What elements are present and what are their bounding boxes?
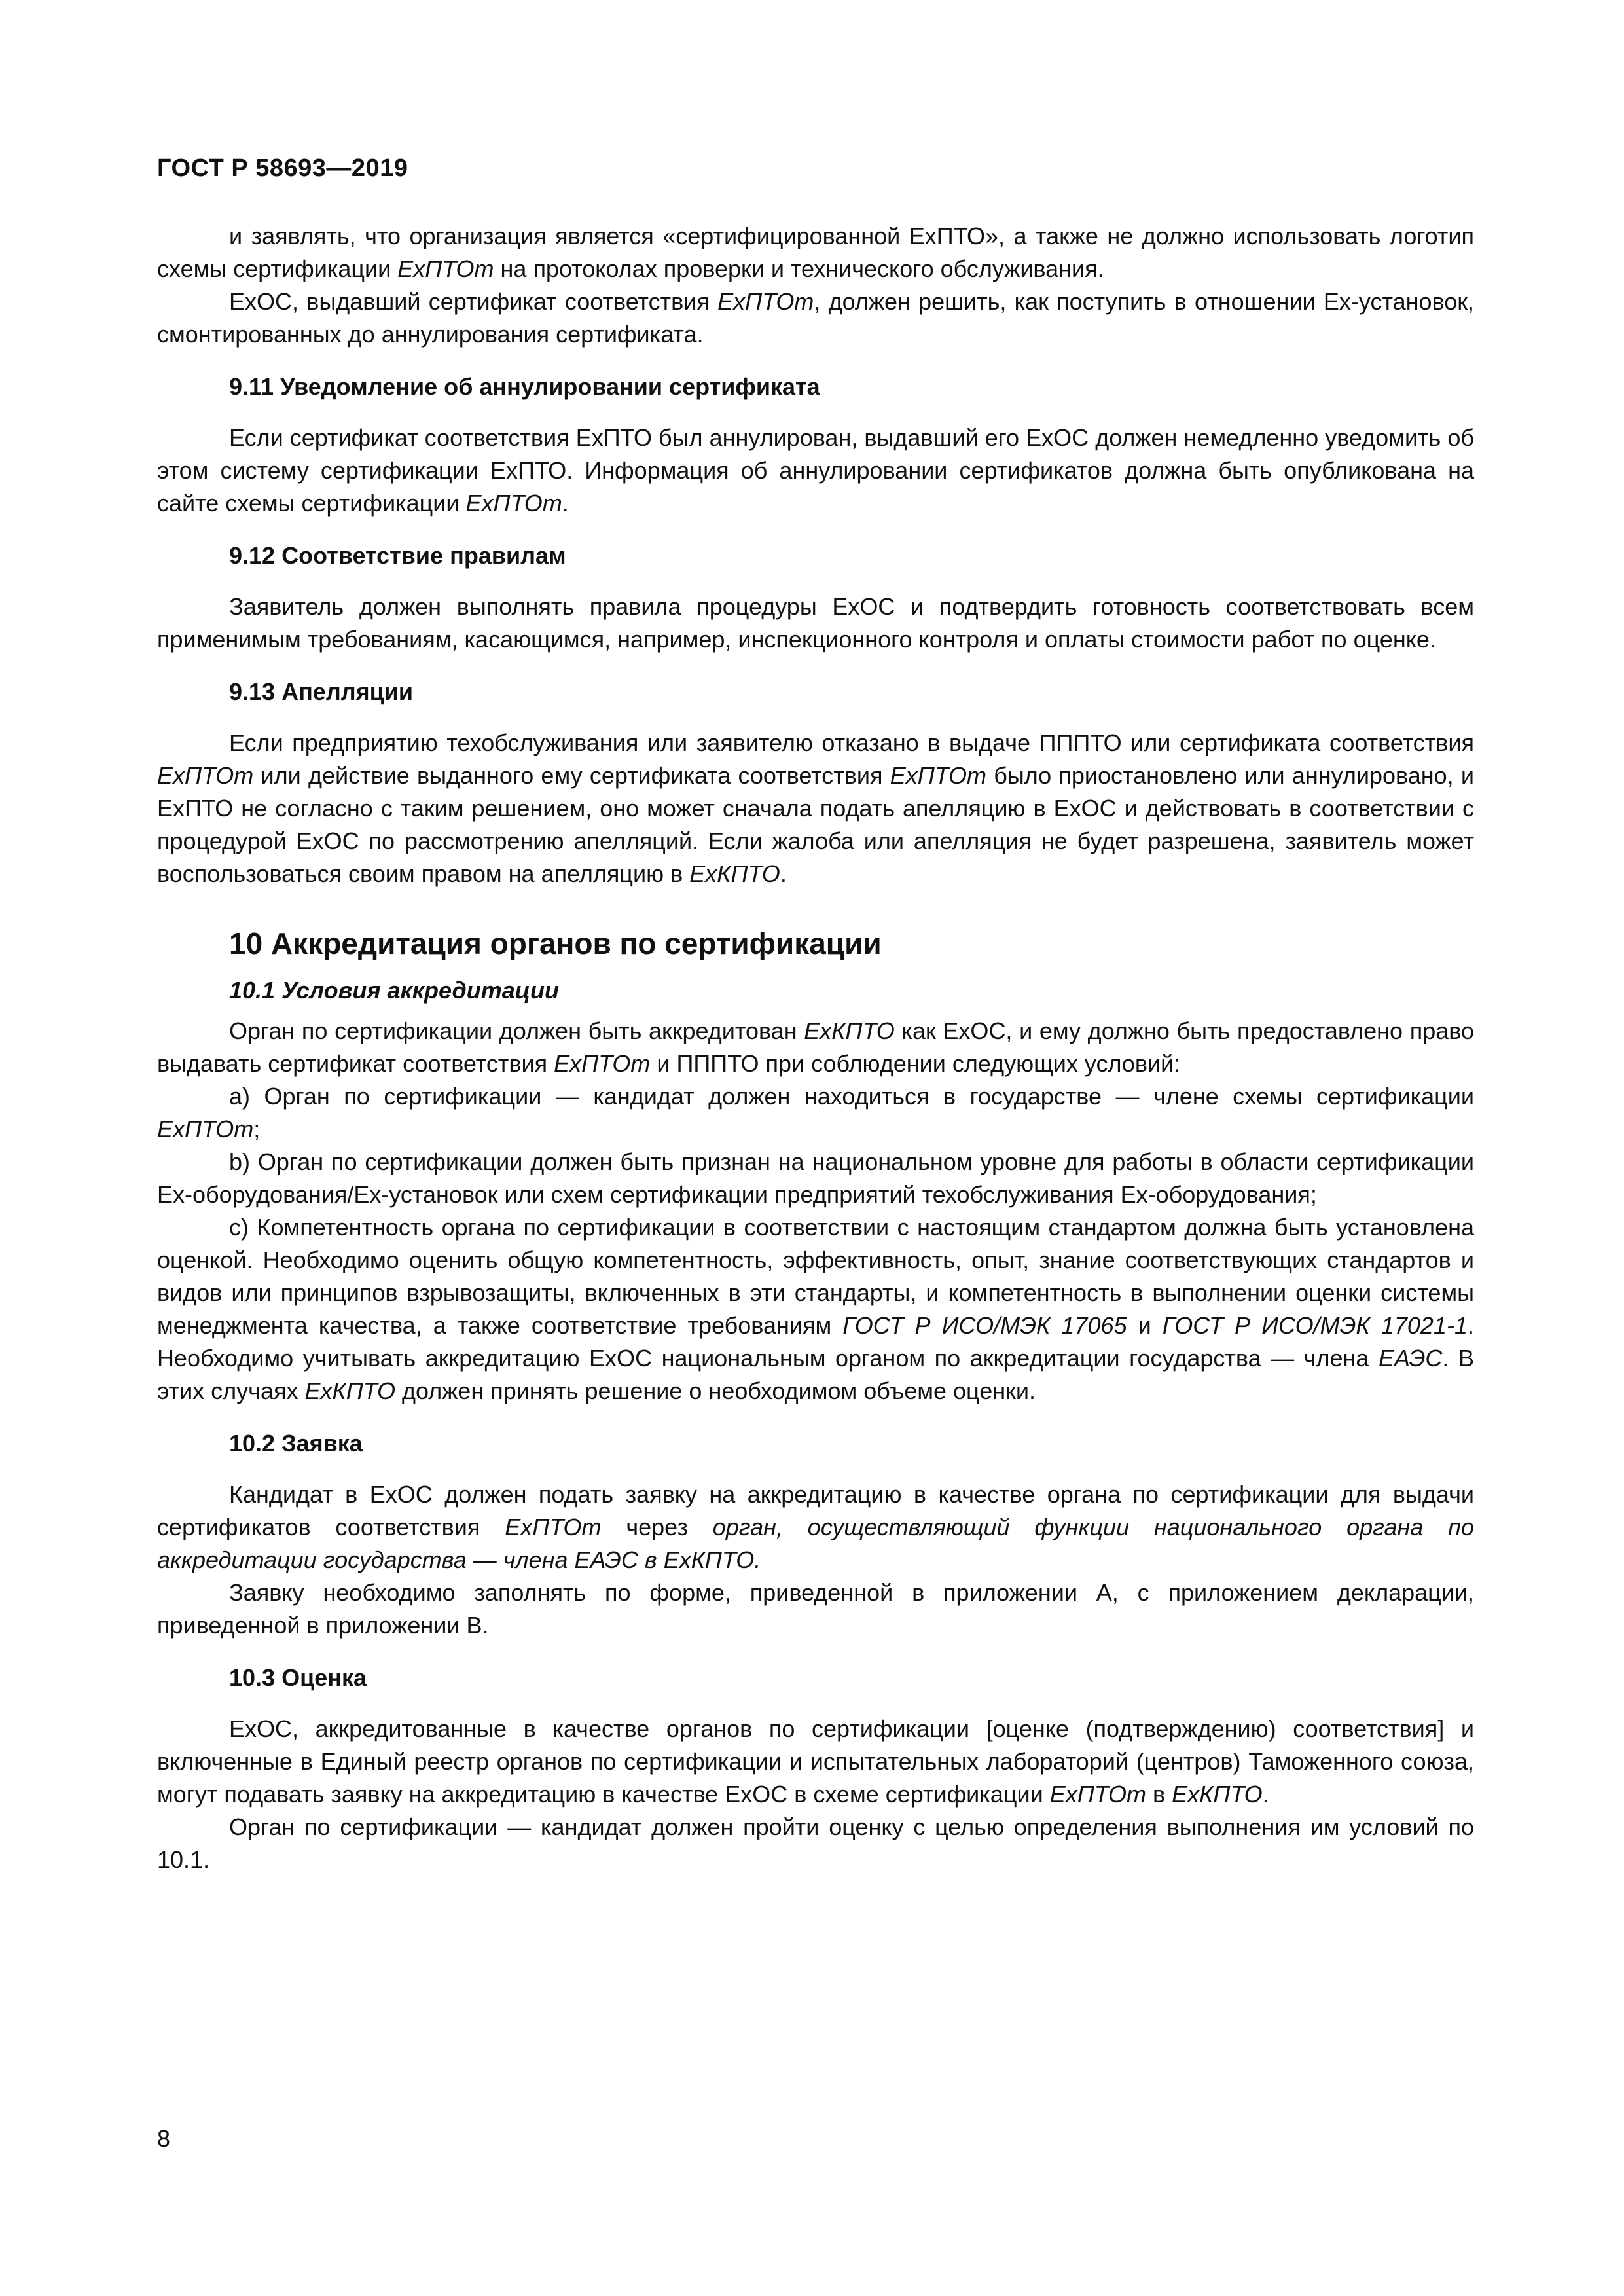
paragraph-10-3-accredited: ExОС, аккредитованные в качестве органов по сертификации [оценке (подтверждению) соответствия] и включенные в Единый реестр органов по сертификации и испытательных лабораторий (центров) Таможенного союза, могут подавать заявку на аккредитацию в качестве ExОС в схеме сертификации ExПТОт в ExКПТО. <box>157 1715 1474 1808</box>
document-code-header: ГОСТ Р 58693—2019 <box>157 155 408 182</box>
paragraph-10-1-intro: Орган по сертификации должен быть аккредитован ExКПТО как ExОС, и ему должно быть предоставлено право выдавать сертификат соответствия ExПТОт и ПППТО при соблюдении следующих условий: <box>157 1017 1474 1077</box>
paragraph-9-12: Заявитель должен выполнять правила процедуры ExОС и подтвердить готовность соответствовать всем применимым требованиям, касающимся, например, инспекционного контроля и оплаты стоимости работ по оценке. <box>157 593 1474 653</box>
list-item-b: b) Орган по сертификации должен быть признан на национальном уровне для работы в области сертификации Ex-оборудования/Ex-установок или схем сертификации предприятий техобслуживания Ex-оборудования; <box>157 1148 1474 1208</box>
paragraph-10-3-candidate: Орган по сертификации — кандидат должен пройти оценку с целью определения выполнения им условий по 10.1. <box>157 1813 1474 1873</box>
list-item-c: c) Компетентность органа по сертификации в соответствии с настоящим стандартом должна быть установлена оценкой. Необходимо оценить общую компетентность, эффективность, опыт, знание соответствующих стандартов и видов или принципов взрывозащиты, включенных в эти стандарты, и компетентность в выполнении оценки системы менеджмента качества, а также соответствие требованиям ГОСТ Р ИСО/МЭК 17065 и ГОСТ Р ИСО/МЭК 17021-1. Необходимо учитывать аккредитацию ExОС национальным органом по аккредитации государства — члена ЕАЭС. В этих случаях ExКПТО должен принять решение о необходимом объеме оценки. <box>157 1214 1475 1404</box>
paragraph-9-11: Если сертификат соответствия ExПТО был аннулирован, выдавший его ExОС должен немедленно уведомить об этом систему сертификации ExПТО. Информация об аннулировании сертификатов должна быть опубликована на сайте схемы сертификации ExПТОт. <box>157 424 1474 517</box>
list-item-a: a) Орган по сертификации — кандидат должен находиться в государстве — члене схемы сертификации ExПТОт; <box>157 1083 1474 1142</box>
heading-10-1: 10.1 Условия аккредитации <box>229 977 559 1004</box>
page-number: 8 <box>157 2125 171 2152</box>
paragraph-9-13: Если предприятию техобслуживания или заявителю отказано в выдаче ПППТО или сертификата соответствия ExПТОт или действие выданного ему сертификата соответствия ExПТОт было приостановлено или аннулировано, и ExПТО не согласно с таким решением, оно может сначала подать апелляцию в ExОС и действовать в соответствии с процедурой ExОС по рассмотрению апелляций. Если жалоба или апелляция не будет разрешена, заявитель может воспользоваться своим правом на апелляцию в ExКПТО. <box>157 729 1474 887</box>
heading-9-12: 9.12 Соответствие правилам <box>229 542 566 569</box>
heading-10-2: 10.2 Заявка <box>229 1430 363 1457</box>
paragraph-10-2-application: Кандидат в ExОС должен подать заявку на аккредитацию в качестве органа по сертификации для выдачи сертификатов соответствия ExПТОт через орган, осуществляющий функции национального органа по аккредитации государства — члена ЕАЭС в ExКПТО. <box>157 1481 1475 1573</box>
paragraph-installations: ExОС, выдавший сертификат соответствия ExПТОт, должен решить, как поступить в отношении Ex-установок, смонтированных до аннулирования сертификата. <box>157 288 1475 348</box>
paragraph-10-2-form: Заявку необходимо заполнять по форме, приведенной в приложении А, с приложением декларации, приведенной в приложении В. <box>157 1579 1474 1639</box>
heading-9-13: 9.13 Апелляции <box>229 678 413 705</box>
heading-9-11: 9.11 Уведомление об аннулировании сертификата <box>229 373 820 400</box>
heading-section-10: 10 Аккредитация органов по сертификации <box>229 926 882 960</box>
paragraph-certified-use: и заявлять, что организация является «сертифицированной ExПТО», а также не должно использовать логотип схемы сертификации ExПТОт на протоколах проверки и технического обслуживания. <box>157 223 1474 282</box>
document-body <box>157 220 1474 1876</box>
heading-10-3: 10.3 Оценка <box>229 1664 367 1691</box>
